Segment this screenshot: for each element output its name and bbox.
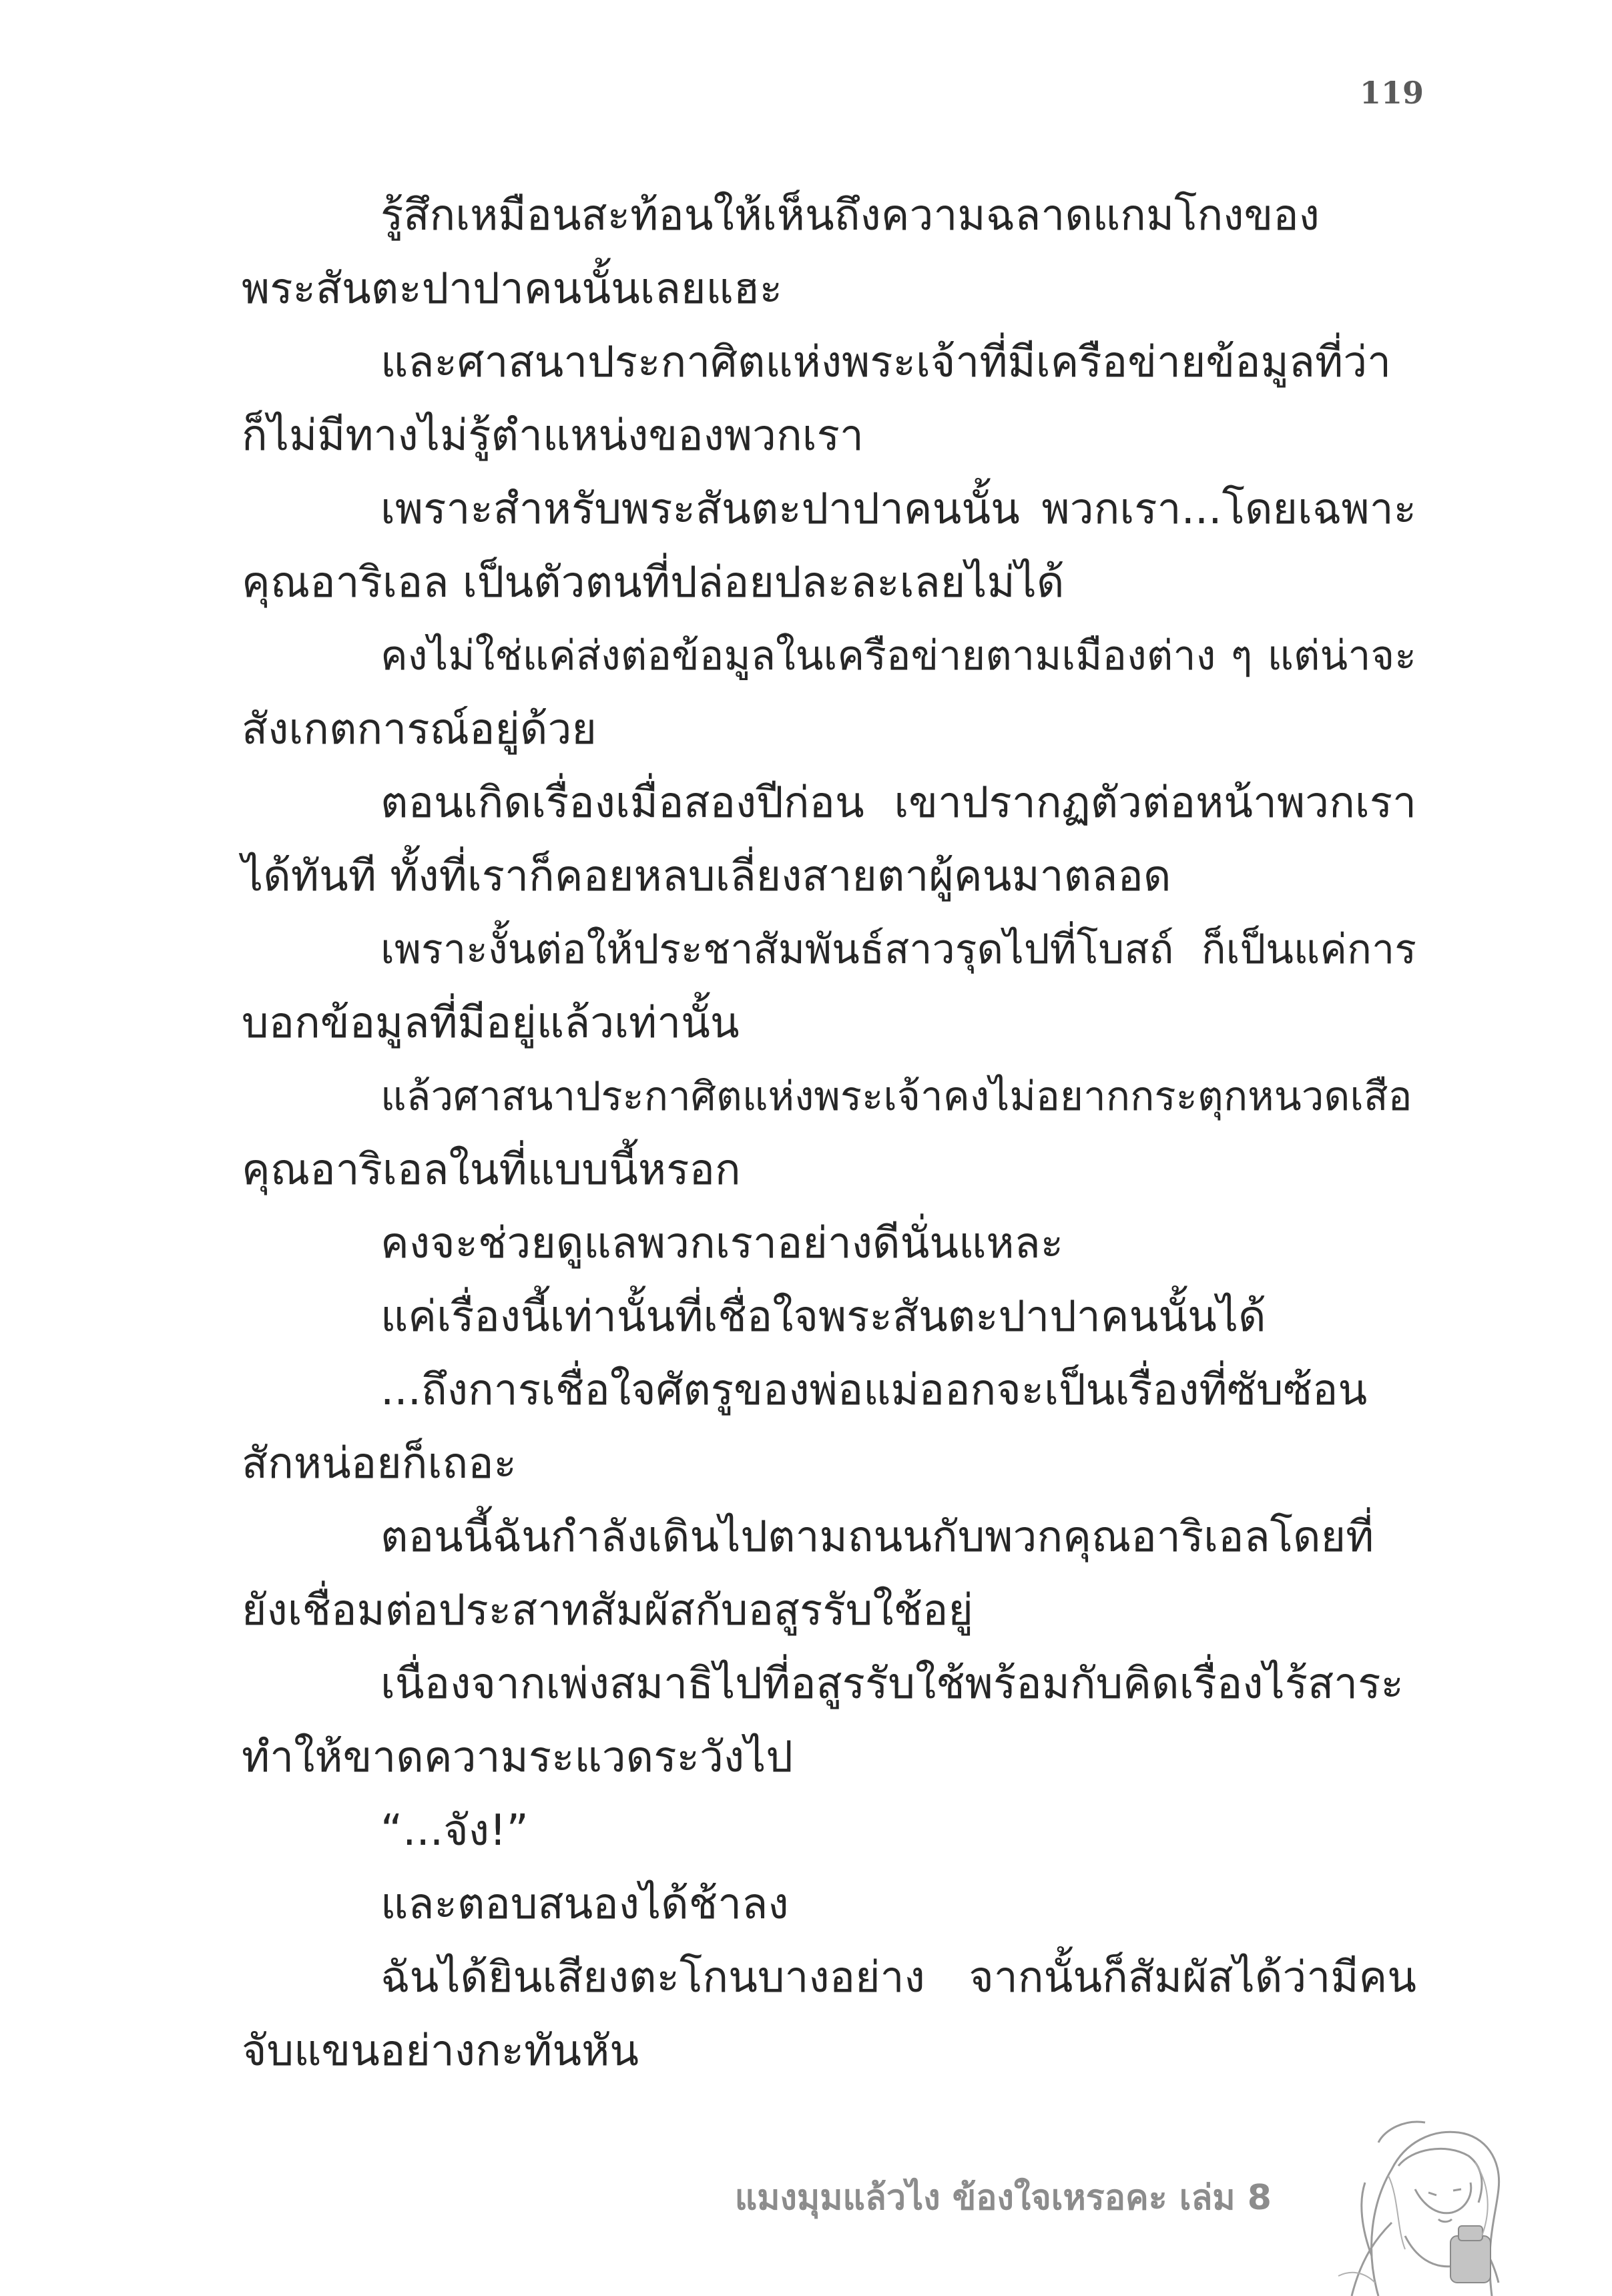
text-line: ฉันได้ยินเสียงตะโกนบางอย่าง จากนั้นก็สัมผัสได้ว่ามีคน xyxy=(380,1953,1416,2002)
text-line: ทำให้ขาดความระแวดระวังไป xyxy=(242,1733,793,1782)
text-line: คุณอาริเอลในที่แบบนี้หรอก xyxy=(242,1145,741,1195)
text-line: แค่เรื่องนี้เท่านั้นที่เชื่อใจพระสันตะปาปาคนนั้นได้ xyxy=(380,1292,1266,1342)
text-line: เนื่องจากเพ่งสมาธิไปที่อสูรรับใช้พร้อมกับคิดเรื่องไร้สาระ xyxy=(380,1659,1404,1709)
text-line: และศาสนาประกาศิตแห่งพระเจ้าที่มีเครือข่ายข้อมูลที่ว่า xyxy=(380,338,1392,387)
text-line: เพราะสำหรับพระสันตะปาปาคนนั้น พวกเรา...โดยเฉพาะ xyxy=(380,485,1416,534)
text-line: และตอบสนองได้ช้าลง xyxy=(380,1880,789,1929)
text-line: สักหน่อยก็เถอะ xyxy=(242,1439,517,1488)
text-line: พระสันตะปาปาคนนั้นเลยแฮะ xyxy=(242,264,783,314)
text-line: บอกข้อมูลที่มีอยู่แล้วเท่านั้น xyxy=(242,998,740,1048)
text-line: “...จัง!” xyxy=(380,1806,529,1855)
text-line: จับแขนอย่างกะทันหัน xyxy=(242,2026,639,2076)
text-line: แล้วศาสนาประกาศิตแห่งพระเจ้าคงไม่อยากกระตุกหนวดเสือ xyxy=(380,1073,1412,1120)
page-number: 119 xyxy=(1359,75,1424,111)
text-line: คงไม่ใช่แค่ส่งต่อข้อมูลในเครือข่ายตามเมืองต่าง ๆ แต่น่าจะ xyxy=(380,632,1416,679)
text-line: ก็ไม่มีทางไม่รู้ตำแหน่งของพวกเรา xyxy=(242,411,864,461)
body-text xyxy=(242,179,1416,2088)
text-line: ได้ทันที ทั้งที่เราก็คอยหลบเลี่ยงสายตาผู้คนมาตลอด xyxy=(242,852,1171,901)
text-line: เพราะงั้นต่อให้ประชาสัมพันธ์สาวรุดไปที่โบสถ์ ก็เป็นแค่การ xyxy=(380,926,1416,973)
text-line: คงจะช่วยดูแลพวกเราอย่างดีนั่นแหละ xyxy=(380,1219,1064,1268)
text-line: ...ถึงการเชื่อใจศัตรูของพ่อแม่ออกจะเป็นเรื่องที่ซับซ้อน xyxy=(380,1366,1368,1415)
text-line: สังเกตการณ์อยู่ด้วย xyxy=(242,705,597,754)
text-line: รู้สึกเหมือนสะท้อนให้เห็นถึงความฉลาดแกมโกงของ xyxy=(380,191,1320,240)
text-line: ตอนเกิดเรื่องเมื่อสองปีก่อน เขาปรากฏตัวต่อหน้าพวกเรา xyxy=(380,778,1416,828)
footer-book-title: แมงมุมแล้วไง ข้องใจเหรอคะ เล่ม 8 xyxy=(734,2178,1272,2218)
text-line: คุณอาริเอล เป็นตัวตนที่ปล่อยปละละเลยไม่ได้ xyxy=(242,558,1065,607)
character-illustration-icon xyxy=(1298,2102,1519,2296)
text-line: ตอนนี้ฉันกำลังเดินไปตามถนนกับพวกคุณอาริเอลโดยที่ xyxy=(380,1512,1374,1562)
text-line: ยังเชื่อมต่อประสาทสัมผัสกับอสูรรับใช้อยู่ xyxy=(242,1586,973,1635)
